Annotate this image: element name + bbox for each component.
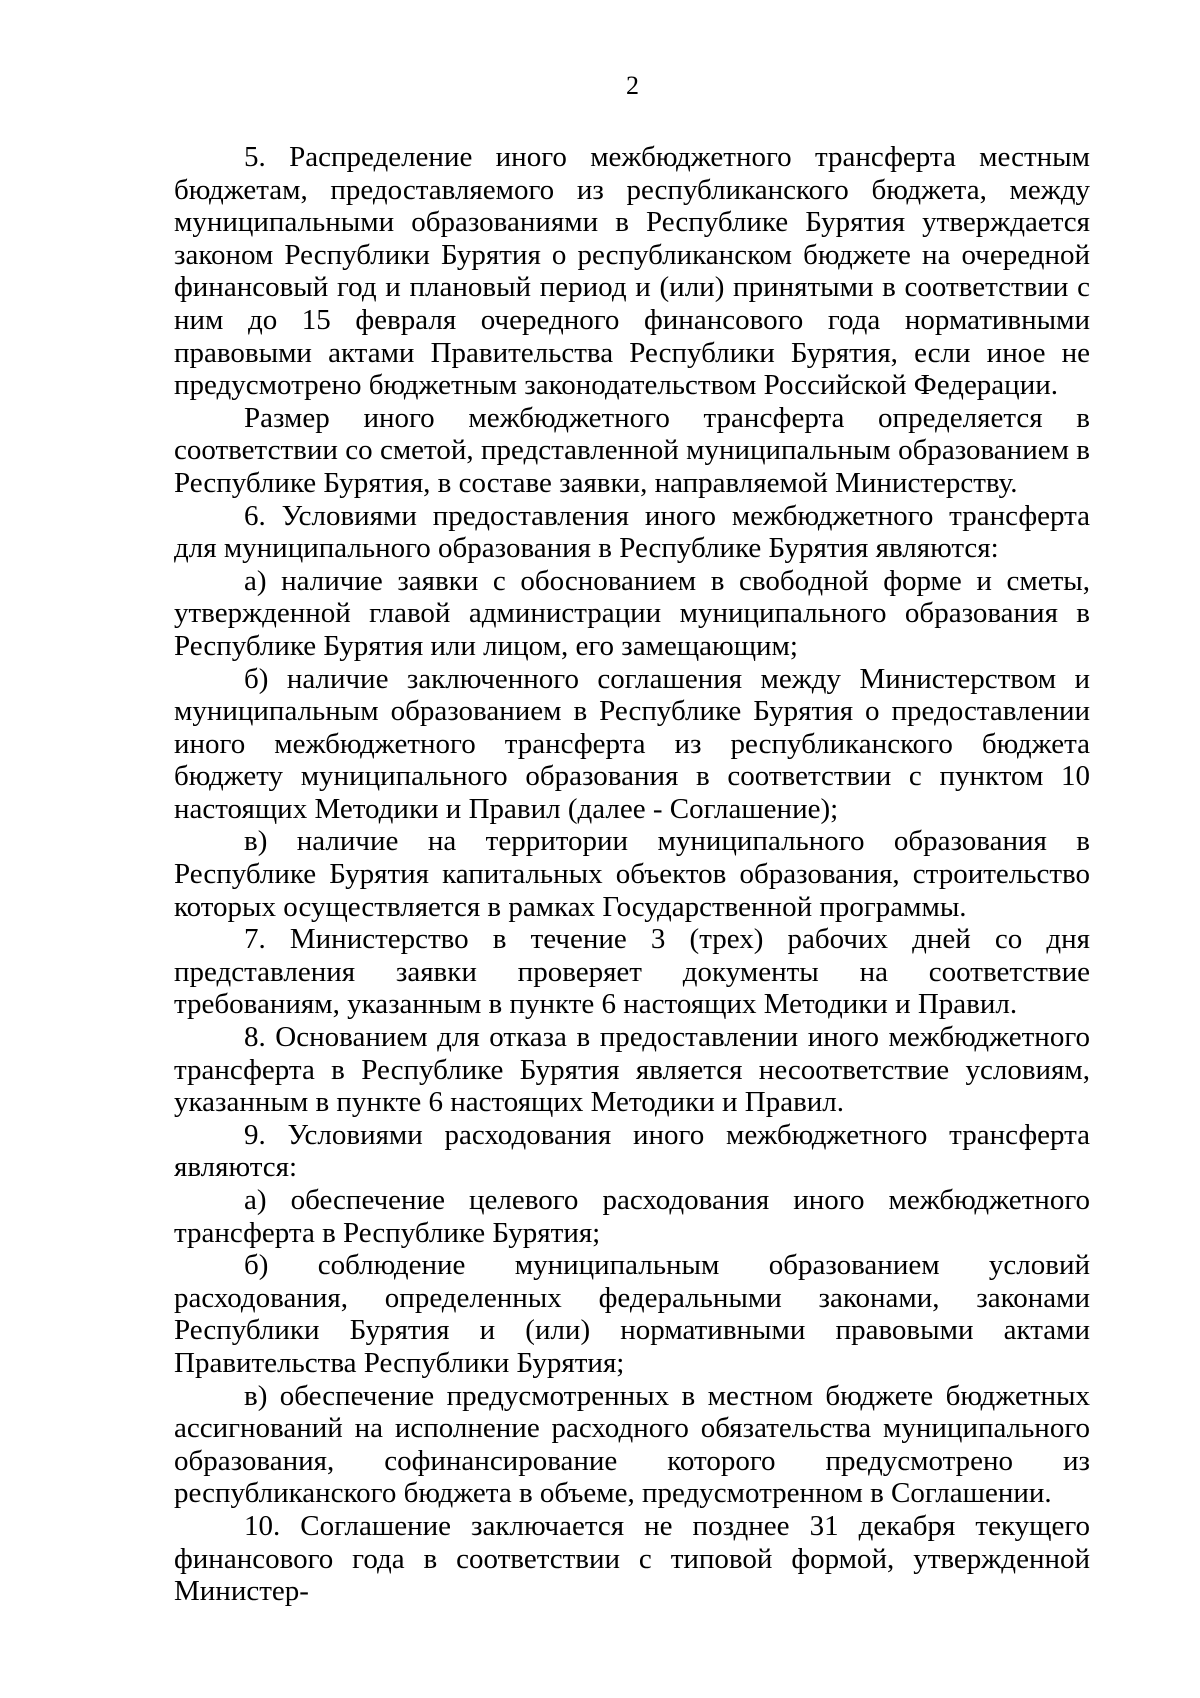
page-number: 2 <box>626 71 639 100</box>
paragraph-6-a: а) наличие заявки с обоснованием в свободной форме и сметы, утвержденной главой администрации муниципального образования в Республике Бурятия или лицом, его замещающим; <box>174 564 1090 662</box>
paragraph-6-b: б) наличие заключенного соглашения между Министерством и муниципальным образованием в Республике Бурятия о предоставлении иного межбюджетного трансферта из республиканского бюджета бюджету муниципального образования в соответствии с пунктом 10 настоящих Методики и Правил (далее - Соглашение); <box>174 662 1090 825</box>
paragraph-10: 10. Соглашение заключается не позднее 31 декабря текущего финансового года в соответствии с типовой формой, утвержденной Министер- <box>174 1509 1090 1608</box>
paragraph-9-b: б) соблюдение муниципальным образованием условий расходования, определенных федеральными законами, законами Республики Бурятия и (или) нормативными правовыми актами Правительства Республики Бурятия; <box>174 1249 1090 1379</box>
paragraph-7: 7. Министерство в течение 3 (трех) рабочих дней со дня представления заявки проверяет документы на соответствие требованиям, указанным в пункте 6 настоящих Методики и Правил. <box>174 923 1090 1021</box>
paragraph-5-transfer-size: Размер иного межбюджетного трансферта определяется в соответствии со сметой, представленной муниципальным образованием в Республике Бурятия, в составе заявки, направляемой Министерству. <box>174 401 1090 499</box>
paragraph-8: 8. Основанием для отказа в предоставлении иного межбюджетного трансферта в Республике Бурятия является несоответствие условиям, указанным в пункте 6 настоящих Методики и Правил. <box>174 1021 1090 1119</box>
paragraph-6: 6. Условиями предоставления иного межбюджетного трансферта для муниципального образования в Республике Бурятия являются: <box>174 499 1090 565</box>
paragraph-5: 5. Распределение иного межбюджетного трансферта местным бюджетам, предоставляемого из республиканского бюджета, между муниципальными образованиями в Республике Бурятия утверждается законом Республики Бурятия о республиканском бюджете на очередной финансовый год и плановый период и (или) принятыми в соответствии с ним до 15 февраля очередного финансового года нормативными правовыми актами Правительства Республики Бурятия, если иное не предусмотрено бюджетным законодательством Российской Федерации. <box>174 141 1090 402</box>
paragraph-9-v: в) обеспечение предусмотренных в местном бюджете бюджетных ассигнований на исполнение расходного обязательства муниципального образования, софинансирование которого предусмотрено из республиканского бюджета в объеме, предусмотренном в Соглашении. <box>174 1379 1090 1510</box>
paragraph-6-v: в) наличие на территории муниципального образования в Республике Бурятия капитальных объектов образования, строительство которых осуществляется в рамках Государственной программы. <box>174 825 1090 923</box>
paragraph-9: 9. Условиями расходования иного межбюджетного трансферта являются: <box>174 1118 1090 1184</box>
document-body <box>174 141 1090 1608</box>
paragraph-9-a: а) обеспечение целевого расходования иного межбюджетного трансферта в Республике Бурятия; <box>174 1184 1090 1249</box>
